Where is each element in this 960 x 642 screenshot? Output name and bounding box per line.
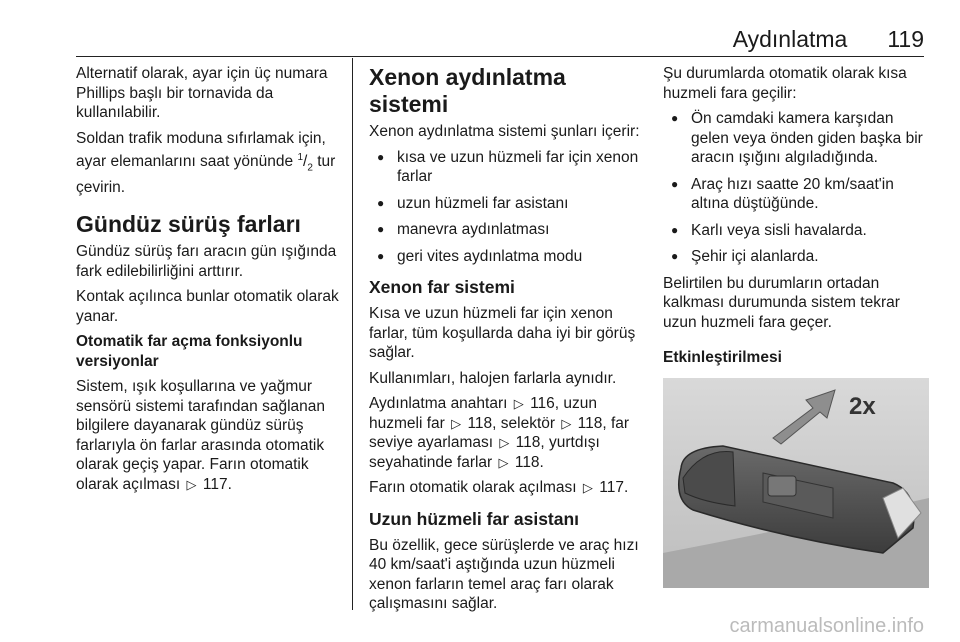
header-rule [76,56,924,57]
heading-xenon-headlights: Xenon far sistemi [369,277,515,297]
paragraph: Soldan trafik moduna sıfırlamak için, ayar elemanlarını saat yönünde $^1/_2$ tur çevirin. [76,129,336,196]
column-middle [369,64,643,620]
page-header [733,26,924,53]
low-beam-conditions-list [663,109,929,267]
subheading-activation: Etkinleştirilmesi [663,349,782,366]
watermark: carmanualsonline.info [729,615,924,637]
paragraph: Farın otomatik olarak açılması ▷ 117. [369,479,629,496]
section-title: Aydınlatma [732,26,848,52]
list-item: ● Ön camdaki kamera karşıdan gelen veya önden giden başka bir aracın ışığını algıladığında. [663,109,929,168]
column-divider [352,58,353,610]
xenon-features-list [369,148,643,267]
reference-arrow-icon[interactable]: ▷ [513,396,524,411]
reference-arrow-icon[interactable]: ▷ [561,415,572,431]
press-twice-label: 2x [849,392,876,420]
column-right [663,64,929,588]
list-item: ● Şehir içi alanlarda. [663,247,929,267]
column-left [76,64,346,500]
subheading-auto-lights: Otomatik far açma fonksiyonlu versiyonlar [76,333,303,370]
heading-high-beam-assist: Uzun hüzmeli far asistanı [369,508,580,529]
paragraph: Kontak açılınca bunlar otomatik olarak yanar. [76,288,339,325]
paragraph: Sistem, ışık koşullarına ve yağmur sensörü sistemi tarafından sağlanan bilgilere dayanarak gündüz sürüş farlarıyla ön farlar arasında otomatik olarak geçiş yapar. Farın otomatik olarak açılması ▷ 117. [76,378,326,493]
list-item: ● Karlı veya sisli havalarda. [663,221,929,241]
paragraph: Gündüz sürüş farı aracın gün ışığında fark edilebilirliğini arttırır. [76,243,337,280]
list-item: ● kısa ve uzun hüzmeli far için xenon farlar [369,148,643,187]
paragraph: Belirtilen bu durumların ortadan kalkması durumunda sistem tekrar uzun huzmeli fara geçer. [663,274,900,331]
paragraph: Aydınlatma anahtarı ▷ 116, uzun huzmeli far ▷ 118, selektör ▷ 118, far seviye ayarlaması ▷ 118, yurtdışı seyahatinde farlar ▷ 118. [369,395,630,471]
reference-arrow-icon[interactable]: ▷ [582,480,593,495]
page-number: 119 [887,26,924,52]
paragraph: Şu durumlarda otomatik olarak kısa huzmeli fara geçilir: [663,65,907,102]
paragraph: Kısa ve uzun hüzmeli far için xenon farlar, tüm koşullarda daha iyi bir görüş sağlar. [369,305,636,361]
reference-arrow-icon[interactable]: ▷ [451,415,462,431]
paragraph: Xenon aydınlatma sistemi şunları içerir: [369,123,640,140]
list-item: ● Araç hızı saatte 20 km/saat'in altına düştüğünde. [663,175,929,214]
reference-arrow-icon[interactable]: ▷ [498,454,509,470]
reference-arrow-icon[interactable]: ▷ [499,435,510,450]
paragraph: Alternatif olarak, ayar için üç numara Phillips başlı bir tornavida da kullanılabilir. [76,65,328,121]
reference-arrow-icon[interactable]: ▷ [186,476,197,492]
list-item: ● manevra aydınlatması [369,220,643,240]
list-item: ● geri vites aydınlatma modu [369,247,643,267]
list-item: ● uzun hüzmeli far asistanı [369,194,643,214]
paragraph: Kullanımları, halojen farlarla aynıdır. [369,369,617,387]
paragraph: Bu özellik, gece sürüşlerde ve araç hızı 40 km/saat'i aştığında uzun hüzmeli xenon farların temel araç farı olarak çalışmasını sağlar. [369,536,639,612]
light-stalk-illustration [663,378,929,588]
heading-daytime-lights: Gündüz sürüş farları [76,211,301,238]
heading-xenon-system: Xenon aydınlatma sistemi [369,64,566,117]
